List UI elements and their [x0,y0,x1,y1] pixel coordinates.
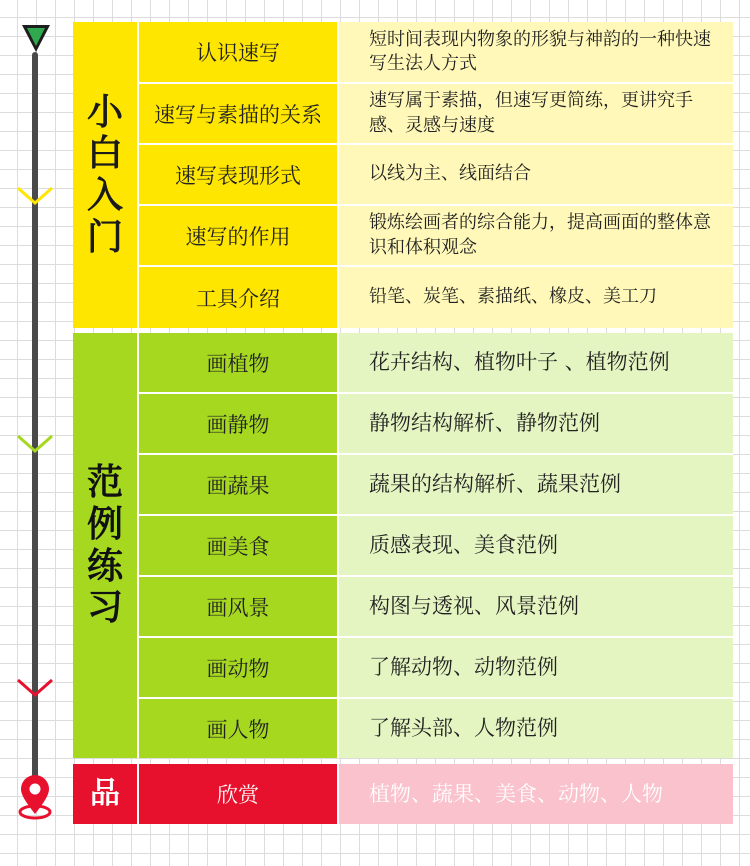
topic-label: 画风景 [137,577,339,636]
section-intro [73,22,733,328]
topic-description: 了解头部、人物范例 [339,699,733,758]
topic-description: 质感表现、美食范例 [339,516,733,575]
table-row [137,516,733,577]
topic-description: 植物、蔬果、美食、动物、人物 [339,764,733,824]
topic-description: 短时间表现内物象的形貌与神韵的一种快速写生法人方式 [339,22,733,82]
table-row [137,145,733,206]
table-row [137,455,733,516]
topic-label: 画美食 [137,516,339,575]
topic-label: 画静物 [137,394,339,453]
topic-label: 工具介绍 [137,267,339,328]
category-intro [73,22,137,328]
table-row [137,394,733,455]
table-row [137,84,733,145]
topic-description: 花卉结构、植物叶子 、植物范例 [339,333,733,392]
topic-description: 了解动物、动物范例 [339,638,733,697]
topic-label: 速写的作用 [137,206,339,265]
topic-label: 欣赏 [137,764,339,824]
table-row [137,206,733,267]
topic-description: 速写属于素描，但速写更简练，更讲究手感、灵感与速度 [339,84,733,143]
category-appreciation [73,764,137,824]
topic-label: 速写与素描的关系 [137,84,339,143]
appreciation-rows [137,764,733,824]
green-chevron-icon [15,432,55,454]
topic-label: 画蔬果 [137,455,339,514]
topic-label: 画动物 [137,638,339,697]
category-practice [73,333,137,758]
table-row [137,764,733,824]
topic-description: 铅笔、炭笔、素描纸、橡皮、美工刀 [339,267,733,328]
red-chevron-icon [15,676,55,698]
table-row [137,267,733,328]
topic-description: 静物结构解析、静物范例 [339,394,733,453]
section-appreciation [73,764,733,824]
category-title: 小白入门 [86,91,123,258]
topic-description: 以线为主、线面结合 [339,145,733,204]
location-pin-icon [16,774,54,820]
section-practice [73,333,733,758]
yellow-chevron-icon [15,184,55,206]
topic-description: 蔬果的结构解析、蔬果范例 [339,455,733,514]
practice-rows [137,333,733,758]
category-title: 范例练习 [86,462,123,629]
topic-label: 画人物 [137,699,339,758]
table-row [137,577,733,638]
table-row [137,699,733,758]
table-row [137,638,733,699]
category-title: 品 [90,775,120,811]
topic-description: 锻炼绘画者的综合能力，提高画面的整体意识和体积观念 [339,206,733,265]
topic-label: 认识速写 [137,22,339,82]
arrow-down-icon [20,22,52,54]
topic-description: 构图与透视、风景范例 [339,577,733,636]
table-row [137,333,733,394]
topic-label: 画植物 [137,333,339,392]
table-row [137,22,733,84]
intro-rows [137,22,733,328]
topic-label: 速写表现形式 [137,145,339,204]
